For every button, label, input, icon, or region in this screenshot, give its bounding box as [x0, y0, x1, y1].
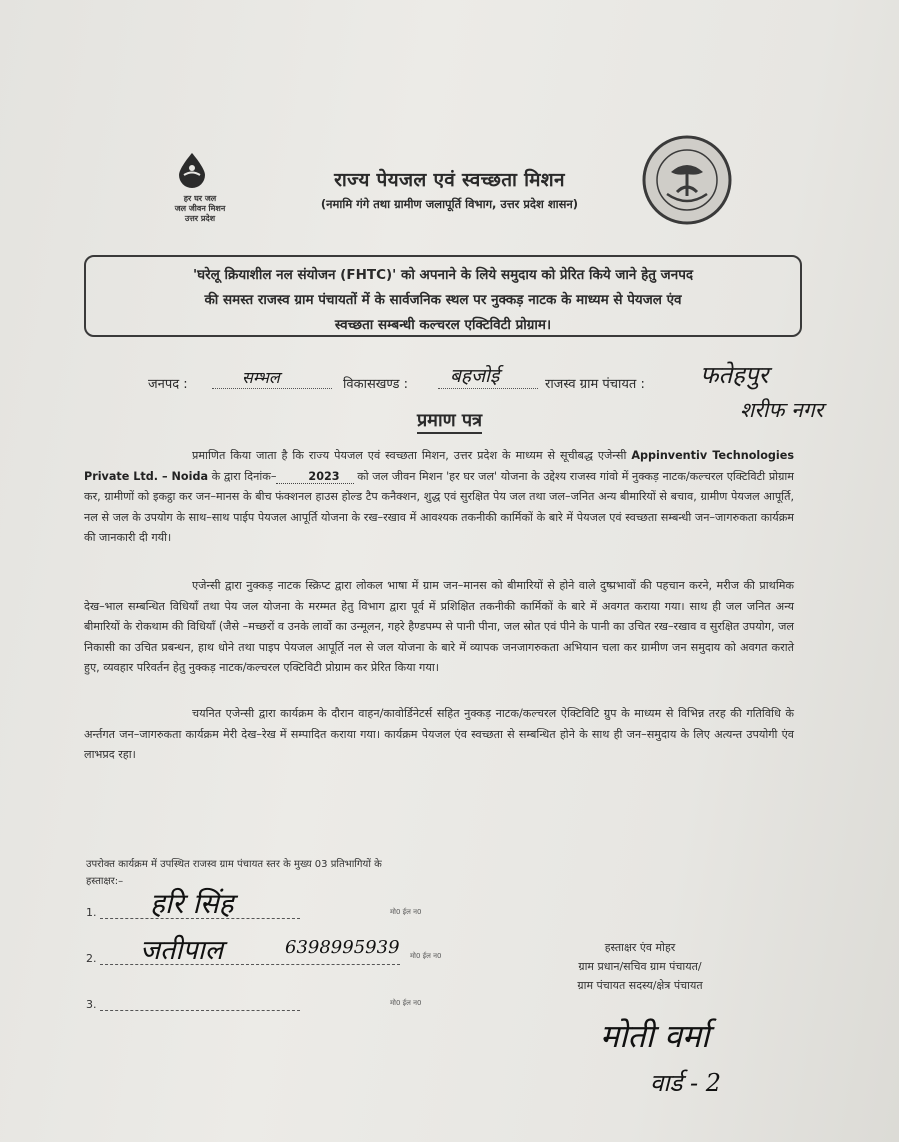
program-title-line-1: 'घरेलू क्रियाशील नल संयोजन (FHTC)' को अपनाने के लिये समुदाय को प्रेरित किये जाने हेतु जनपद — [192, 267, 694, 283]
signature-row-3 — [86, 998, 300, 1011]
program-title-line-2: की समस्त राजस्व ग्राम पंचायतों में के सार्वजनिक स्थल पर नुक्कड़ नाटक के माध्यम से पेयजल एंव — [204, 292, 682, 308]
district-value: सम्भल — [212, 366, 332, 389]
para1-body: को जल जीवन मिशन 'हर घर जल' योजना के उद्देश्य राजस्व गांवो में नुक्कड़ नाटक/कल्चरल एक्टिविटी प्रोग्राम कर, ग्रामीणों को इकट्ठा कर जन–मानस के बीच फंक्शनल हाउस होल्ड टैप कनैक्शन, शुद्ध एवं सुरक्षित पेय जल तथा जल–जनित अन्य बीमारियों से बचाव, ग्रामीण पेयजल आपूर्ति, नल से जल के उपयोग के साथ–साथ पाईप पेयजल आपूर्ति योजना के रख–रखाव में आवश्यक तकनीकी कार्मिकों के बारे में पेयजल एवं स्वच्छता सम्बन्धी जन–जागरुकता कार्यक्रम की जानकारी दी गयी। — [84, 469, 794, 544]
participants-intro-line2: हस्ताक्षर:– — [86, 876, 124, 887]
paragraph-1 — [84, 446, 794, 549]
up-government-emblem-icon — [641, 134, 733, 226]
official-signature-ward: वार्ड - 2 — [650, 1069, 722, 1097]
paragraph-3 — [84, 704, 794, 766]
logo-text-1: हर घर जल — [183, 194, 217, 203]
signature-row-number: 2. — [86, 952, 97, 965]
panchayat-value-line2: शरीफ नगर — [740, 398, 824, 422]
para1-intro: प्रमाणित किया जाता है कि राज्य पेयजल एवं स्वच्छता मिशन, उत्तर प्रदेश के माध्यम से सूचीबद्ध एजेन्सी — [192, 449, 627, 462]
para2-text: एजेन्सी द्वारा नुक्कड़ नाटक स्क्रिप्ट द्वारा लोकल भाषा में ग्राम जन–मानस को बीमारियों से होने वाले दुष्प्रभावों की पहचान करने, मरीज की प्राथमिक देख–भाल सम्बन्धित विधियाँ तथा पेय जल योजना के मरम्मत हेतु विभाग द्वारा पूर्व में प्रशिक्षित तकनीकी कार्मिकों के बारे में अवगत कराया गया। साथ ही जल जनित अन्य बीमारियों के रोकथाम की विधियाँ (जैसे –मच्छरों व उनके लार्वो का उन्मूलन, गहरे हैण्डपम्प से पानी पीना, जल स्रोत एवं पीने के पानी का उचित रख–रखाव व सुरक्षित उपयोग, जल निकासी का उचित प्रबन्धन, हाथ धोने तथा पाइप पेयजल आपूर्ति नल से जल योजना के बारे में व्यापक जनजागरुकता अभियान चला कर ग्रामीण जन समुदाय को अवगत कराते हुए, व्यवहार परिवर्तन हेतु नुक्कड़ नाटक/कल्चरल एक्टिविटी प्रोग्राम कर प्रेरित किया गया। — [84, 579, 794, 674]
participants-intro — [86, 856, 506, 890]
block-label: विकासखण्ड : — [343, 377, 409, 392]
stamp-block — [530, 938, 750, 995]
para3-text: चयनित एजेन्सी द्वारा कार्यक्रम के दौरान वाहन/कावोर्डिनेटर्स सहित नुक्कड़ नाटक/कल्चरल ऐक्टिविटि ग्रुप के माध्यम से विभिन्न तरह की गतिविधि के अर्न्तगत जन–जागरुकता कार्यक्रम मेरी देख–रेख में सम्पादित कराया गया। कार्यक्रम पेयजल एंव स्वच्छता से सम्बन्धित होने के साथ ही जन–समुदाय के लिए अत्यन्त उपयोगी एंव लाभप्रद रहा। — [84, 707, 794, 761]
district-label: जनपद : — [148, 377, 188, 392]
stamp-line2: ग्राम प्रधान/सचिव ग्राम पंचायत/ — [578, 960, 702, 973]
program-title-box — [84, 255, 802, 337]
signature-2-phone: 6398995939 — [285, 937, 400, 958]
para1-date-label: के द्वारा दिनांक– — [208, 469, 277, 483]
stamp-line1: हस्ताक्षर एंव मोहर — [604, 941, 676, 954]
block-value: बहजोई — [438, 362, 538, 389]
certificate-heading — [0, 408, 899, 432]
participants-intro-line1: उपरोक्त कार्यक्रम में उपस्थित राजस्व ग्राम पंचायत स्तर के मुख्य 03 प्रतिभागियों के — [86, 859, 382, 870]
panchayat-label: राजस्व ग्राम पंचायत : — [545, 377, 645, 392]
block-field — [438, 362, 538, 389]
signature-row-number: 3. — [86, 998, 97, 1011]
signature-1-name: हरि सिंह — [150, 887, 234, 920]
paragraph-2 — [84, 576, 794, 679]
page-title: राज्य पेयजल एवं स्वच्छता मिशन — [334, 169, 565, 191]
logo-text-3: उत्तर प्रदेश — [184, 214, 216, 223]
panchayat-value-line1: फतेहपुर — [700, 361, 769, 389]
logo-text-2: जल जीवन मिशन — [174, 204, 226, 213]
page-subtitle: (नमामि गंगे तथा ग्रामीण जलापूर्ति विभाग, उत्तर प्रदेश शासन) — [320, 197, 579, 211]
agency-name: Appinventiv Technologies Private Ltd. – Noida — [84, 449, 794, 483]
signature-1-phone-label: मो0 ईल न0 — [390, 908, 422, 916]
signature-3-phone-label: मो0 ईल न0 — [390, 999, 422, 1007]
program-date: 2023 — [276, 470, 353, 484]
stamp-line3: ग्राम पंचायत सदस्य/क्षेत्र पंचायत — [577, 979, 703, 992]
signature-2-name: जतीपाल — [140, 935, 224, 966]
signature-row-number: 1. — [86, 906, 97, 919]
signature-line — [100, 1010, 300, 1011]
certificate-heading-text: प्रमाण पत्र — [417, 410, 482, 434]
signature-2-phone-label: मो0 ईल न0 — [410, 952, 442, 960]
program-title-line-3: स्वच्छता सम्बन्धी कल्चरल एक्टिविटी प्रोग्राम। — [334, 317, 552, 333]
official-signature-name: मोती वर्मा — [600, 1017, 710, 1055]
district-field — [212, 366, 332, 389]
